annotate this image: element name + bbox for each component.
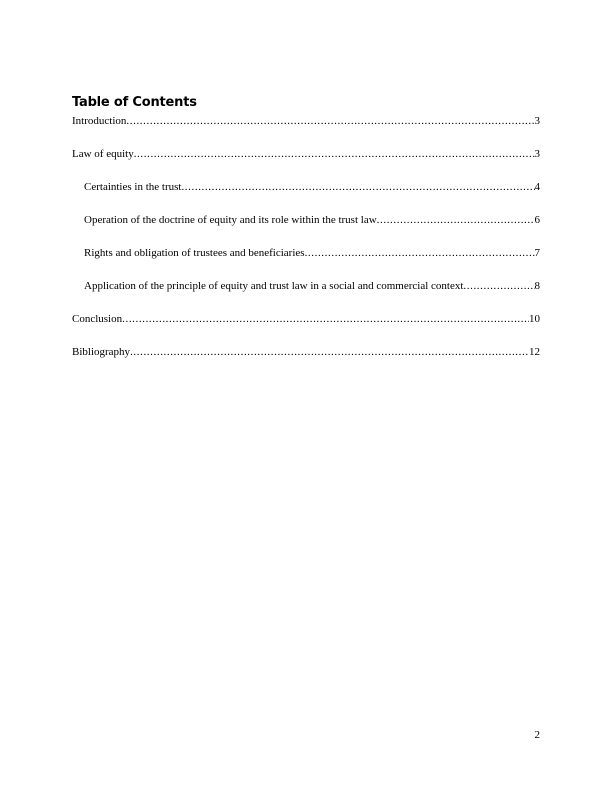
dot-leader — [126, 114, 534, 129]
toc-entry-application-of-principle[interactable] — [72, 279, 540, 294]
toc-entry-label: Operation of the doctrine of equity and its role within the trust law — [84, 214, 377, 226]
toc-entry-page: 3 — [534, 148, 540, 160]
toc-title: Table of Contents — [72, 95, 197, 110]
toc-entry-certainties[interactable] — [72, 180, 540, 195]
toc-entry-label: Certainties in the trust — [84, 181, 182, 193]
toc-list — [72, 114, 540, 378]
toc-entry-law-of-equity[interactable] — [72, 147, 540, 162]
toc-entry-label: Rights and obligation of trustees and beneficiaries — [84, 247, 305, 259]
toc-entry-introduction[interactable] — [72, 114, 540, 129]
toc-entry-label: Bibliography — [72, 346, 131, 358]
page-number: 2 — [534, 729, 540, 741]
dot-leader — [134, 147, 535, 162]
toc-entry-page: 6 — [534, 214, 540, 226]
toc-entry-page: 3 — [534, 115, 540, 127]
dot-leader — [130, 345, 529, 360]
toc-entry-label: Law of equity — [72, 148, 134, 160]
toc-entry-label: Application of the principle of equity and trust law in a social and commercial context — [84, 280, 464, 292]
dot-leader — [122, 312, 529, 327]
dot-leader — [377, 213, 535, 228]
dot-leader — [181, 180, 534, 195]
toc-entry-page: 12 — [529, 346, 540, 358]
toc-entry-label: Conclusion — [72, 313, 123, 325]
toc-entry-label: Introduction — [72, 115, 127, 127]
toc-entry-bibliography[interactable] — [72, 345, 540, 360]
toc-entry-rights-and-obligation[interactable] — [72, 246, 540, 261]
toc-entry-page: 8 — [534, 280, 540, 292]
dot-leader — [463, 279, 534, 294]
toc-entry-conclusion[interactable] — [72, 312, 540, 327]
toc-entry-page: 7 — [534, 247, 540, 259]
toc-entry-page: 4 — [534, 181, 540, 193]
toc-entry-page: 10 — [529, 313, 540, 325]
toc-entry-operation-of-doctrine[interactable] — [72, 213, 540, 228]
dot-leader — [305, 246, 535, 261]
